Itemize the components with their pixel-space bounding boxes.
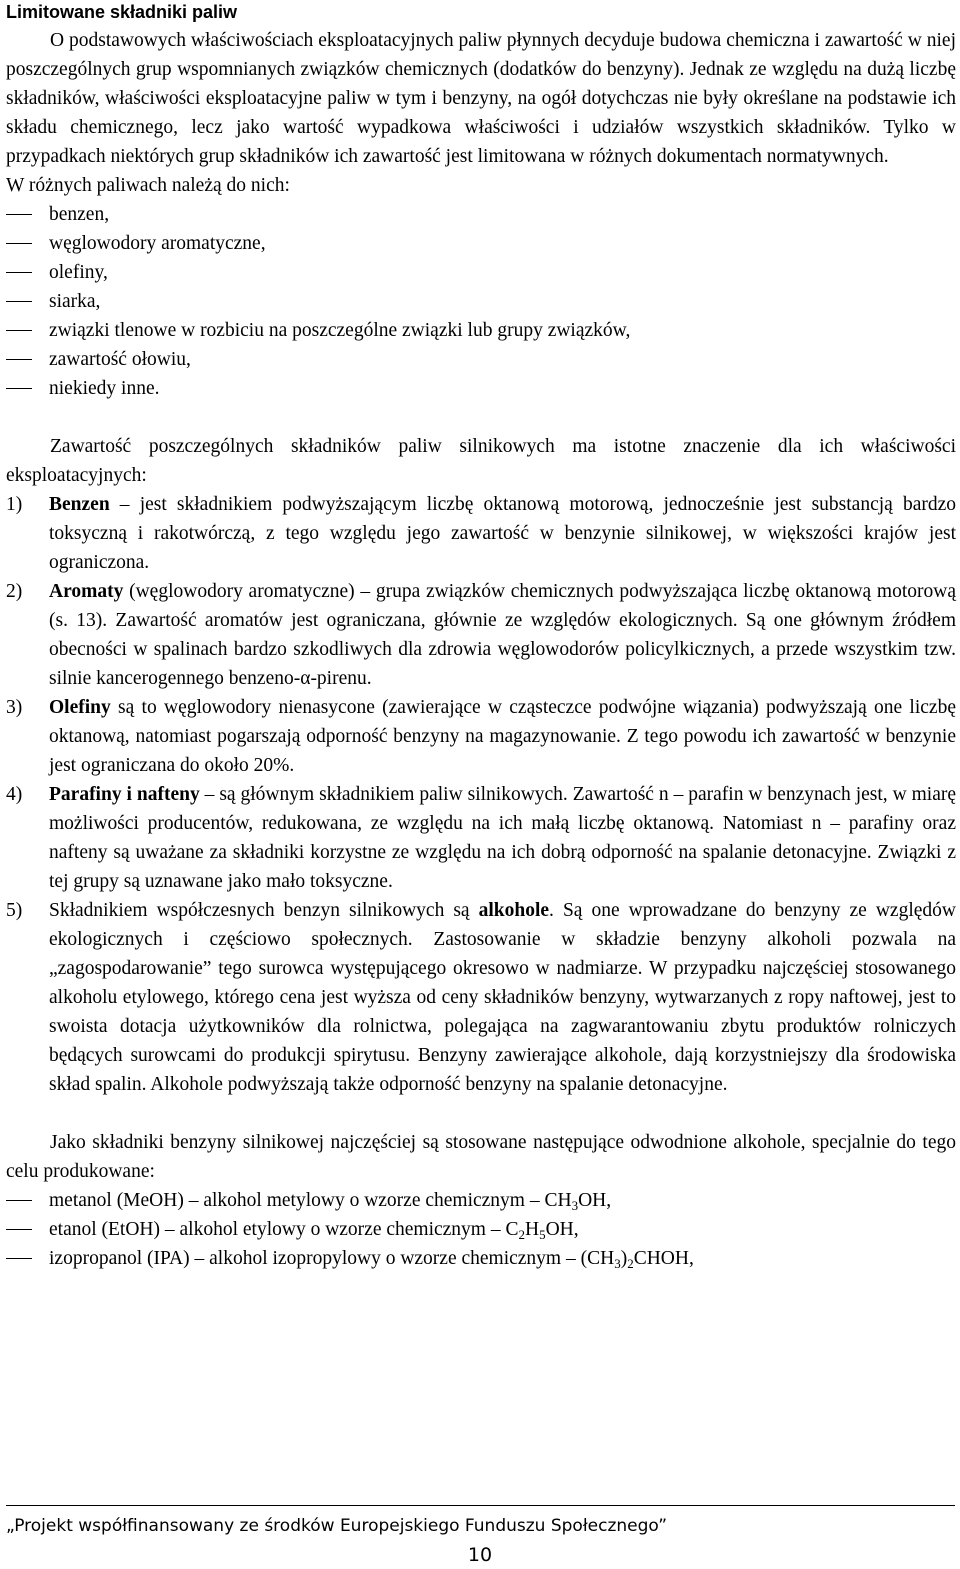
document-body	[6, 0, 956, 1273]
dash-bullet	[6, 359, 32, 360]
alcohols-paragraph: Jako składniki benzyny silnikowej najczęściej są stosowane następujące odwodnione alkohole, specjalnie do tego celu produkowane:	[6, 1132, 956, 1182]
numbered-item-benzene: 1) Benzen – jest składnikiem podwyższającym liczbę oktanową motorową, jednocześnie jest substancją bardzo toksyczną i rakotwórczą, z tego względu jego zawartość w benzynie silnikowej, w większości krajów jest ograniczona.	[6, 494, 956, 573]
dash-bullet	[6, 330, 32, 331]
properties-paragraph: Zawartość poszczególnych składników paliw silnikowych ma istotne znaczenie dla ich właściwości eksploatacyjnych:	[6, 436, 956, 486]
dash-bullet	[6, 1258, 32, 1259]
list-item-methanol: metanol (MeOH) – alkohol metylowy o wzorze chemicznym – $CH_3OH$,	[6, 1186, 956, 1215]
dash-bullet	[6, 388, 32, 389]
dash-bullet	[6, 243, 32, 244]
list-item-isopropanol: izopropanol (IPA) – alkohol izopropylowy o wzorze chemicznym – $(CH_3)_2CHOH$,	[6, 1244, 956, 1273]
term-alcohols: alkohole	[478, 900, 550, 921]
list-item: siarka,	[6, 287, 956, 316]
term-paraffins: Parafiny i nafteny	[49, 784, 200, 805]
components-numbered-list	[6, 490, 956, 1099]
numbered-item-paraffins: 4) Parafiny i nafteny – są głównym składnikiem paliw silnikowych. Zawartość n – parafin w benzynach jest, w miarę możliwości producentów, redukowana, ze względu na ich małą liczbę oktanową. Natomiast n – parafiny oraz nafteny są uważane za składniki korzystne ze względu na ich dobrą odporność na spalanie detonacyjne. Związki z tej grupy są uznawane jako mało toksyczne.	[6, 784, 957, 892]
list-item: benzen,	[6, 200, 956, 229]
paragraph-gap	[6, 403, 956, 432]
list-item: związki tlenowe w rozbiciu na poszczególne związki lub grupy związków,	[6, 316, 956, 345]
dash-bullet	[6, 301, 32, 302]
numbered-item-aromatics: 2) Aromaty (węglowodory aromatyczne) – grupa związków chemicznych podwyższająca liczbę oktanową motorową (s. 13). Zawartość aromatów jest ograniczana, głównie ze względów ekologicznych. Są one głównym źródłem obecności w spalinach bardzo szkodliwych dla zdrowia węglowodorów policylkicznych, a przede wszystkim tzw. silnie kancerogennego benzeno-α-pirenu.	[6, 581, 956, 689]
numbered-item-olefins: 3) Olefiny są to węglowodory nienasycone (zawierające w cząsteczce podwójne wiązania) podwyższają one liczbę oktanową, natomiast pogarszają odporność benzyny na magazynowanie. Z tego powodu ich zawartość w benzynie jest ograniczana do około 20%.	[6, 697, 956, 776]
intro-paragraph: O podstawowych właściwościach eksploatacyjnych paliw płynnych decyduje budowa chemiczna i zawartość w niej poszczególnych grup wspomnianych związków chemicznych (dodatków do benzyny). Jednak ze względu na dużą liczbę składników, właściwości eksploatacyjne paliw w tym i benzyny, na ogół dotychczas nie były określane na podstawie ich składu chemicznego, lecz jako wartość wypadkowa właściwości i udziałów wszystkich składników. Tylko w przypadkach niektórych grup składników ich zawartość jest limitowana w różnych dokumentach normatywnych.	[6, 30, 956, 167]
term-aromatics: Aromaty	[49, 581, 124, 602]
list-item-ethanol: etanol (EtOH) – alkohol etylowy o wzorze chemicznym – $C_2H_5OH$,	[6, 1215, 956, 1244]
dash-bullet	[6, 1200, 32, 1201]
list-item: węglowodory aromatyczne,	[6, 229, 956, 258]
alcohols-list	[6, 1186, 956, 1273]
list-intro: W różnych paliwach należą do nich:	[6, 175, 290, 196]
page-number: 10	[467, 1544, 493, 1566]
paragraph-gap	[6, 1099, 956, 1128]
section-heading: Limitowane składniki paliw	[6, 2, 238, 22]
list-item: niekiedy inne.	[6, 374, 956, 403]
footer-divider	[6, 1505, 955, 1506]
dash-bullet	[6, 214, 32, 215]
dash-bullet	[6, 1229, 32, 1230]
term-benzene: Benzen	[49, 494, 110, 515]
limited-components-list	[6, 200, 956, 403]
list-item: olefiny,	[6, 258, 956, 287]
footer-note: „Projekt współfinansowany ze środków Europejskiego Funduszu Społecznego”	[6, 1516, 668, 1536]
term-olefins: Olefiny	[49, 697, 111, 718]
numbered-item-alcohols: 5) Składnikiem współczesnych benzyn silnikowych są alkohole. Są one wprowadzane do benzyny ze względów ekologicznych i częściowo społecznych. Zastosowanie w składzie benzyny alkoholi pozwala na „zagospodarowanie” tego surowca występującego okresowo w nadmiarze. W przypadku najczęściej stosowanego alkoholu etylowego, którego cena jest wyższa od ceny składników benzyny, wytwarzanych z ropy naftowej, jest to swoista dotacja użytkowników dla rolnictwa, polegająca na zagwarantowaniu zbytu produktów rolniczych będących surowcami do produkcji spirytusu. Benzyny zawierające alkohole, dają korzystniejszy dla środowiska skład spalin. Alkohole podwyższają także odporność benzyny na spalanie detonacyjne.	[6, 900, 956, 1095]
dash-bullet	[6, 272, 32, 273]
list-item: zawartość ołowiu,	[6, 345, 956, 374]
